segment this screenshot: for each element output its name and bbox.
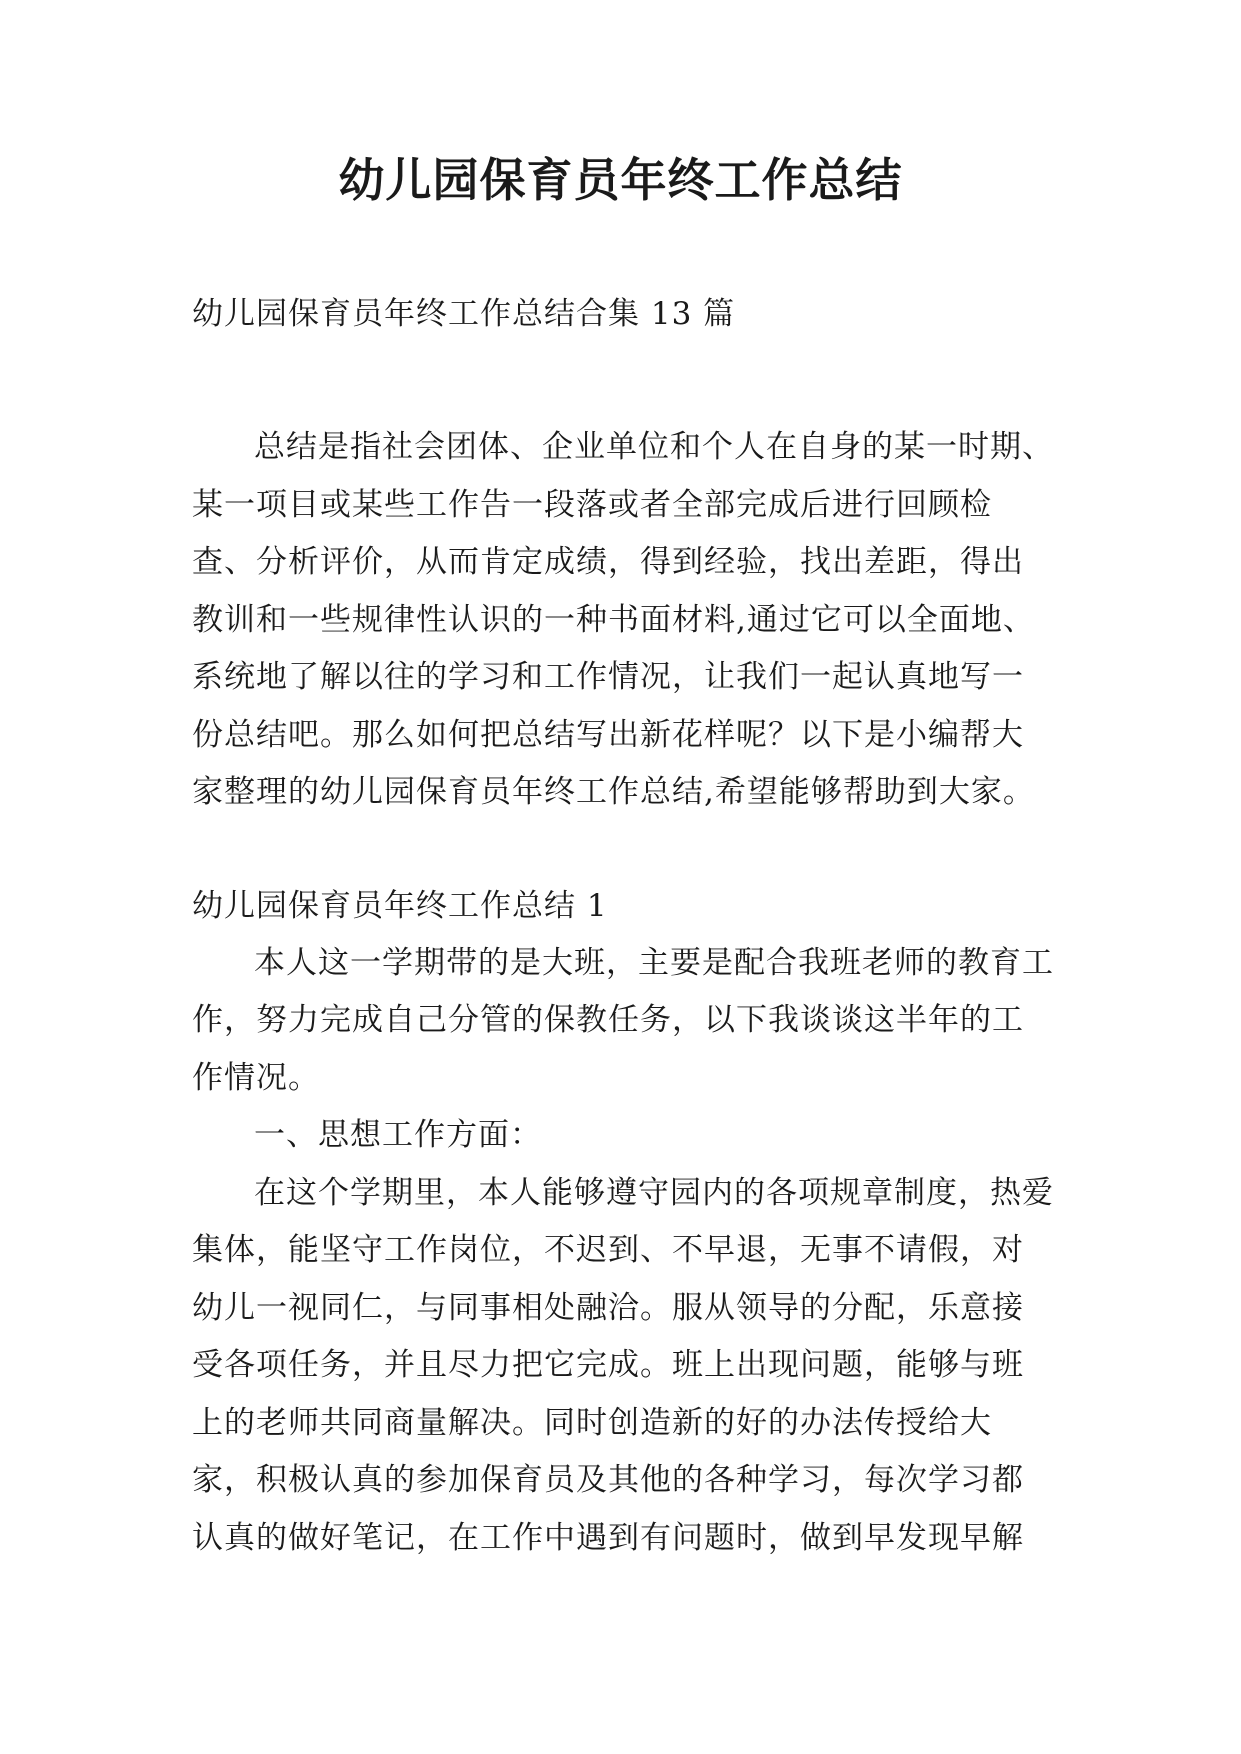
- spacer: [192, 822, 1054, 877]
- document-title: 幼儿园保育员年终工作总结: [338, 153, 903, 207]
- subsection-heading: 一、思想工作方面：: [254, 1117, 542, 1153]
- intro-paragraph: 总结是指社会团体、企业单位和个人在自身的某一时期、某一项目或某些工作告一段落或者全部完成后进行回顾检查、分析评价，从而肯定成绩，得到经验，找出差距，得出教训和一些规律性认识的一种书面材料,通过它可以全面地、系统地了解以往的学习和工作情况，让我们一起认真地写一份总结吧。那么如何把总结写出新花样呢？以下是小编帮大家整理的幼儿园保育员年终工作总结,希望能够帮助到大家。: [192, 429, 1054, 810]
- spacer: [192, 343, 1054, 419]
- body-paragraph: 在这个学期里，本人能够遵守园内的各项规章制度，热爱集体，能坚守工作岗位，不迟到、不早退，无事不请假，对幼儿一视同仁，与同事相处融洽。服从领导的分配，乐意接受各项任务，并且尽力把它完成。班上出现问题，能够与班上的老师共同商量解决。同时创造新的好的办法传授给大家，积极认真的参加保育员及其他的各种学习，每次学习都认真的做好笔记，在工作中遇到有问题时，做到早发现早解: [192, 1174, 1054, 1556]
- section-heading: 幼儿园保育员年终工作总结 1: [192, 887, 608, 924]
- document-body: [192, 285, 1054, 1567]
- body-paragraph: 本人这一学期带的是大班，主要是配合我班老师的教育工作，努力完成自己分管的保教任务，以下我谈谈这半年的工作情况。: [192, 944, 1054, 1096]
- document-subtitle: 幼儿园保育员年终工作总结合集 13 篇: [192, 296, 736, 332]
